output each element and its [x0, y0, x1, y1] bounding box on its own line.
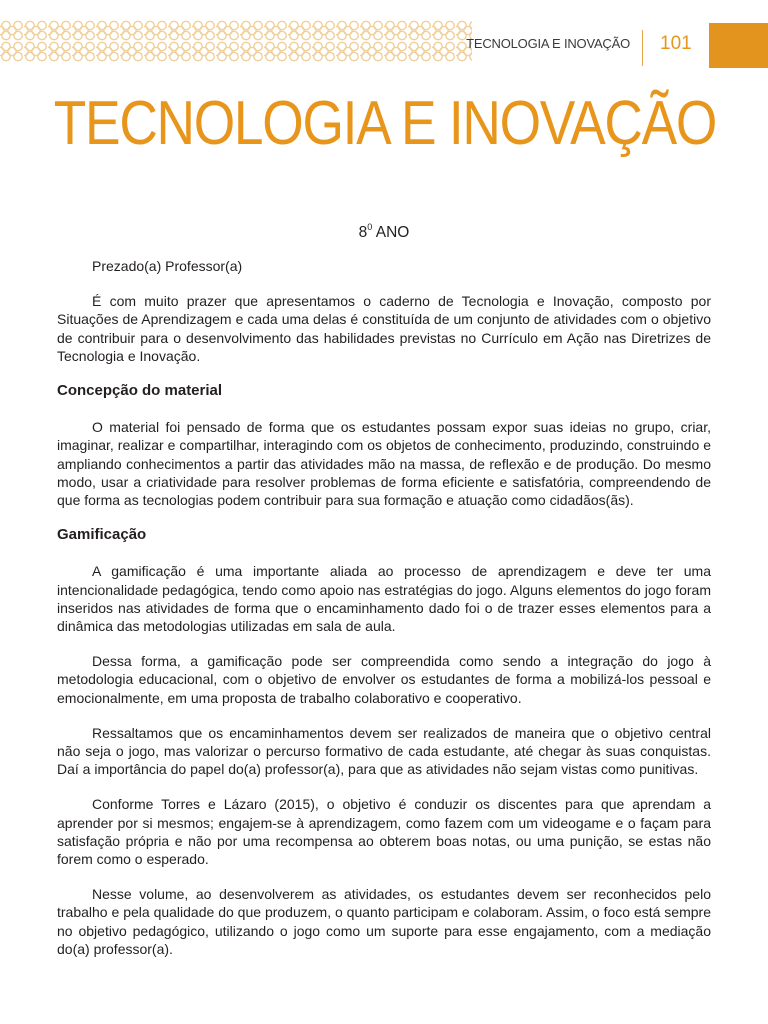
paragraph: Dessa forma, a gamificação pode ser compreendida como sendo a integração do jogo à metodologia educacional, com o objetivo de envolver os estudantes de forma a mobilizá-los pessoal e emocionalmente, em uma proposta de trabalho colaborativo e cooperativo. [57, 653, 711, 706]
paragraph: O material foi pensado de forma que os estudantes possam expor suas ideias no grupo, criar, imaginar, realizar e compartilhar, interagindo com os objetos de conhecimento, produzindo, construindo e ampliando conhecimentos a partir das atividades mão na massa, de reflexão e de produção. Do mesmo modo, usar a criatividade para resolver problemas de forma eficiente e satisfatória, compreendendo de que forma as tecnologias podem contribuir para sua formação e atuação como cidadãos(ãs). [57, 419, 711, 509]
section-heading-gamificacao: Gamificação [57, 526, 147, 544]
grade-number: 8 [358, 224, 368, 241]
grade-label: ANO [375, 224, 410, 241]
grade-superscript: 0 [367, 222, 373, 232]
page-title: TECNOLOGIA E INOVAÇÃO [53, 89, 717, 158]
header-color-tab [709, 23, 768, 68]
paragraph: Ressaltamos que os encaminhamentos devem ser realizados de maneira que o objetivo central não seja o jogo, mas valorizar o percurso formativo de cada estudante, até chegar às suas conquistas. Daí a importância do papel do(a) professor(a), para que as atividades não sejam vistas como punitivas. [57, 724, 711, 778]
intro-paragraph: É com muito prazer que apresentamos o caderno de Tecnologia e Inovação, composto por Situações de Aprendizagem e cada uma delas é constituída de um conjunto de atividades com o objetivo de contribuir para o desenvolvimento das habilidades previstas no Currículo em Ação nas Diretrizes de Tecnologia e Inovação. [57, 293, 711, 364]
page-header [0, 0, 768, 68]
section-heading-concepcao: Concepção do material [57, 382, 223, 400]
running-header-title: TECNOLOGIA E INOVAÇÃO [466, 36, 630, 51]
page-number: 101 [660, 33, 692, 54]
header-divider [642, 30, 643, 66]
decorative-pattern [0, 20, 472, 62]
paragraph: Nesse volume, ao desenvolverem as atividades, os estudantes devem ser reconhecidos pelo trabalho e pela qualidade do que produzem, o quanto participam e colaboram. Assim, o foco está sempre no objetivo pedagógico, utilizando o jogo como um suporte para esse engajamento, com a mediação do(a) professor(a). [57, 886, 711, 957]
paragraph: A gamificação é uma importante aliada ao processo de aprendizagem e deve ter uma intencionalidade pedagógica, tendo como apoio nas estratégias do jogo. Alguns elementos do jogo foram inseridos nas atividades de forma que o encaminhamento dado foi o de trazer esses elementos para a dinâmica das metodologias utilizadas em sala de aula. [57, 563, 711, 635]
salutation: Prezado(a) Professor(a) [92, 258, 243, 274]
paragraph: Conforme Torres e Lázaro (2015), o objetivo é conduzir os discentes para que aprendam a aprender por si mesmos; engajem-se à aprendizagem, como fazem com um videogame e o façam para satisfação própria e não por uma recompensa ao obterem boas notas, ou uma punição, se estas não forem como o esperado. [57, 796, 711, 868]
grade-heading [57, 218, 711, 240]
document-body [57, 218, 711, 975]
